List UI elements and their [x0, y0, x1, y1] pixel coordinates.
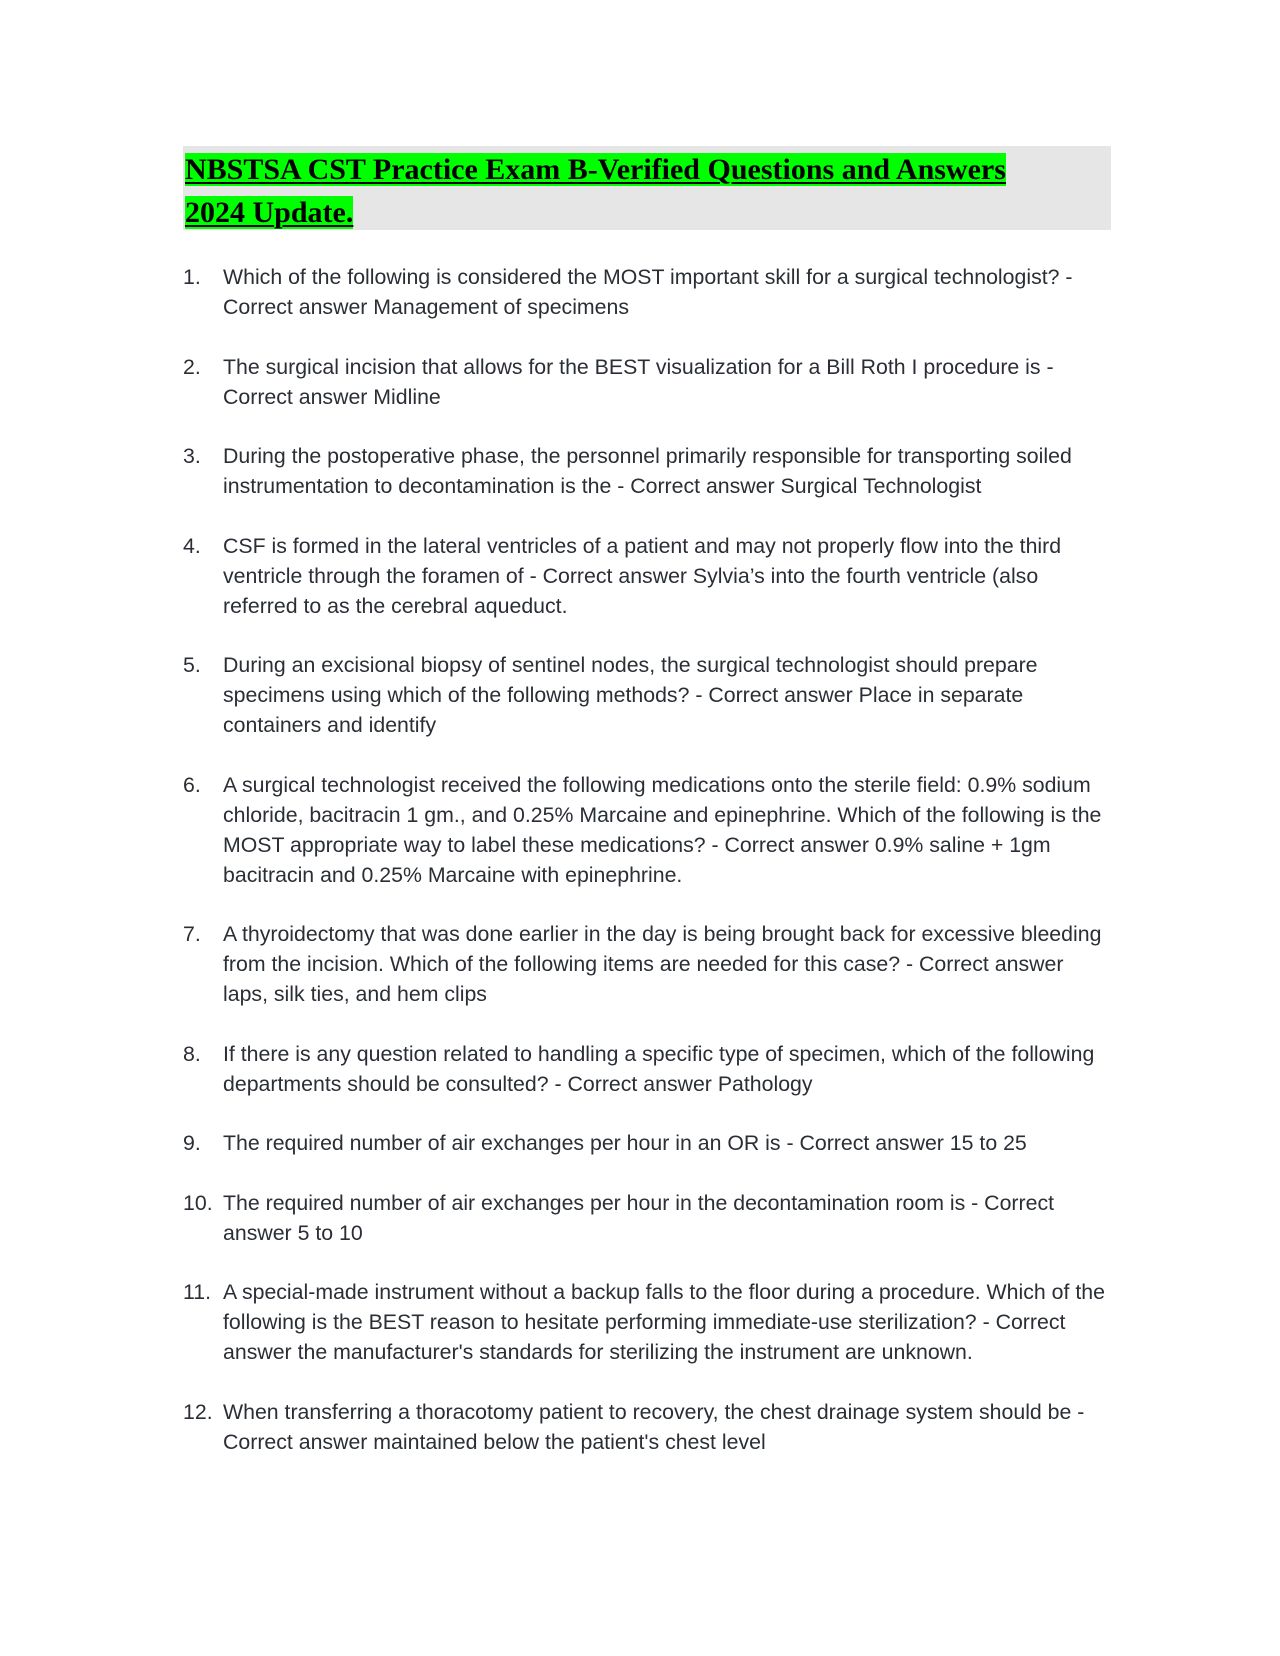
title-line-2: 2024 Update. [185, 196, 354, 229]
list-item [183, 352, 1113, 412]
item-text: During the postoperative phase, the personnel primarily responsible for transporting soiled instrumentation to decontamination is the - Correct answer Surgical Technologist [223, 444, 1072, 498]
item-text: A surgical technologist received the following medications onto the sterile field: 0.9% sodium chloride, bacitracin 1 gm., and 0.25% Marcaine and epinephrine. Which of the following is the MOST appropriate way to label these medications? - Correct answer 0.9% saline + 1gm bacitracin and 0.25% Marcaine with epinephrine. [223, 772, 1102, 887]
item-number: 7. [183, 922, 201, 946]
list-item [183, 919, 1113, 1009]
item-number: 1. [183, 265, 201, 289]
item-number: 3. [183, 444, 201, 468]
question-list [183, 262, 1113, 1486]
item-number: 10. [183, 1190, 213, 1215]
item-text: Which of the following is considered the MOST important skill for a surgical technologist? - Correct answer Management of specimens [223, 265, 1073, 319]
item-text: During an excisional biopsy of sentinel nodes, the surgical technologist should prepare specimens using which of the following methods? - Correct answer Place in separate containers and identify [223, 653, 1038, 737]
list-item [183, 441, 1113, 501]
item-text: When transferring a thoracotomy patient to recovery, the chest drainage system should be - Correct answer maintained below the patient's chest level [223, 1399, 1085, 1454]
item-text: The required number of air exchanges per hour in the decontamination room is - Correct answer 5 to 10 [223, 1190, 1055, 1245]
title-block [183, 146, 1111, 230]
item-text: A thyroidectomy that was done earlier in the day is being brought back for excessive bleeding from the incision. Which of the following items are needed for this case? - Correct answer laps, silk ties, and hem clips [223, 922, 1102, 1006]
item-text: If there is any question related to handling a specific type of specimen, which of the following departments should be consulted? - Correct answer Pathology [223, 1041, 1095, 1096]
list-item [183, 770, 1113, 890]
item-number: 8. [183, 1041, 201, 1066]
item-number: 9. [183, 1131, 201, 1155]
list-item [183, 262, 1113, 322]
item-text: The required number of air exchanges per hour in an OR is - Correct answer 15 to 25 [223, 1131, 1027, 1155]
list-item [183, 1277, 1113, 1367]
item-text: A special-made instrument without a backup falls to the floor during a procedure. Which of the following is the BEST reason to hesitate performing immediate-use sterilization? - Correct answer the manufacturer's standards for sterilizing the instrument are unknown. [223, 1280, 1105, 1364]
item-number: 12. [183, 1399, 213, 1424]
list-item [183, 1188, 1113, 1248]
item-text: CSF is formed in the lateral ventricles of a patient and may not properly flow into the third ventricle through the foramen of - Correct answer Sylvia’s into the fourth ventricle (also referred to as the cerebral aqueduct. [223, 533, 1062, 618]
item-number: 5. [183, 653, 201, 677]
item-text: The surgical incision that allows for the BEST visualization for a Bill Roth I procedure is - Correct answer Midline [223, 354, 1054, 409]
list-item [183, 1128, 1113, 1158]
title-line-1: NBSTSA CST Practice Exam B-Verified Questions and Answers [185, 153, 1006, 186]
document-title [185, 148, 1105, 234]
list-item [183, 1397, 1113, 1457]
list-item [183, 1039, 1113, 1099]
list-item [183, 650, 1113, 740]
item-number: 2. [183, 354, 201, 379]
item-number: 11. [183, 1280, 212, 1304]
list-item [183, 531, 1113, 621]
item-number: 4. [183, 533, 201, 558]
item-number: 6. [183, 772, 201, 797]
